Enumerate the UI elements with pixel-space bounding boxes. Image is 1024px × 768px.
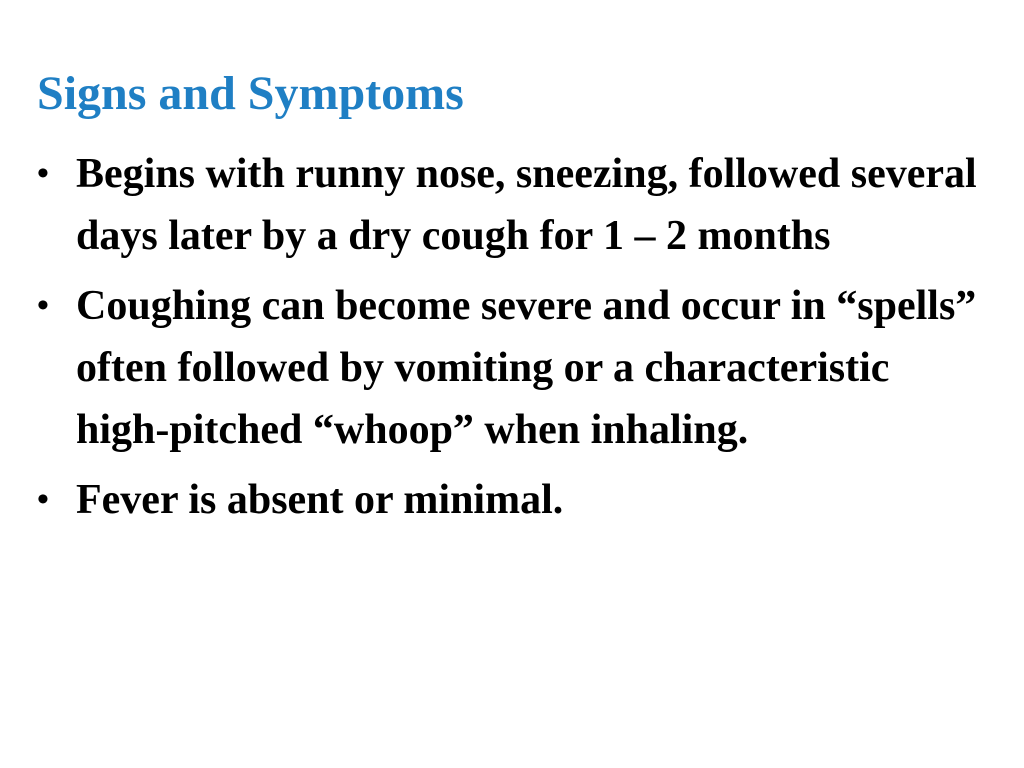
bullet-list [0, 143, 990, 539]
bullet-item-fever [0, 469, 990, 531]
bullet-text: Coughing can become severe and occur in “spells” often followed by vomiting or a characteristic high-pitched “whoop” when inhaling. [76, 283, 977, 453]
bullet-marker: • [37, 155, 49, 192]
bullet-marker: • [37, 481, 49, 518]
bullet-item-coughing [0, 275, 990, 461]
bullet-text: Begins with runny nose, sneezing, followed several days later by a dry cough for 1 – 2 months [76, 151, 977, 259]
bullet-item-runny-nose [0, 143, 990, 267]
slide-title: Signs and Symptoms [37, 67, 464, 120]
bullet-marker: • [37, 287, 49, 324]
bullet-text: Fever is absent or minimal. [76, 477, 564, 523]
